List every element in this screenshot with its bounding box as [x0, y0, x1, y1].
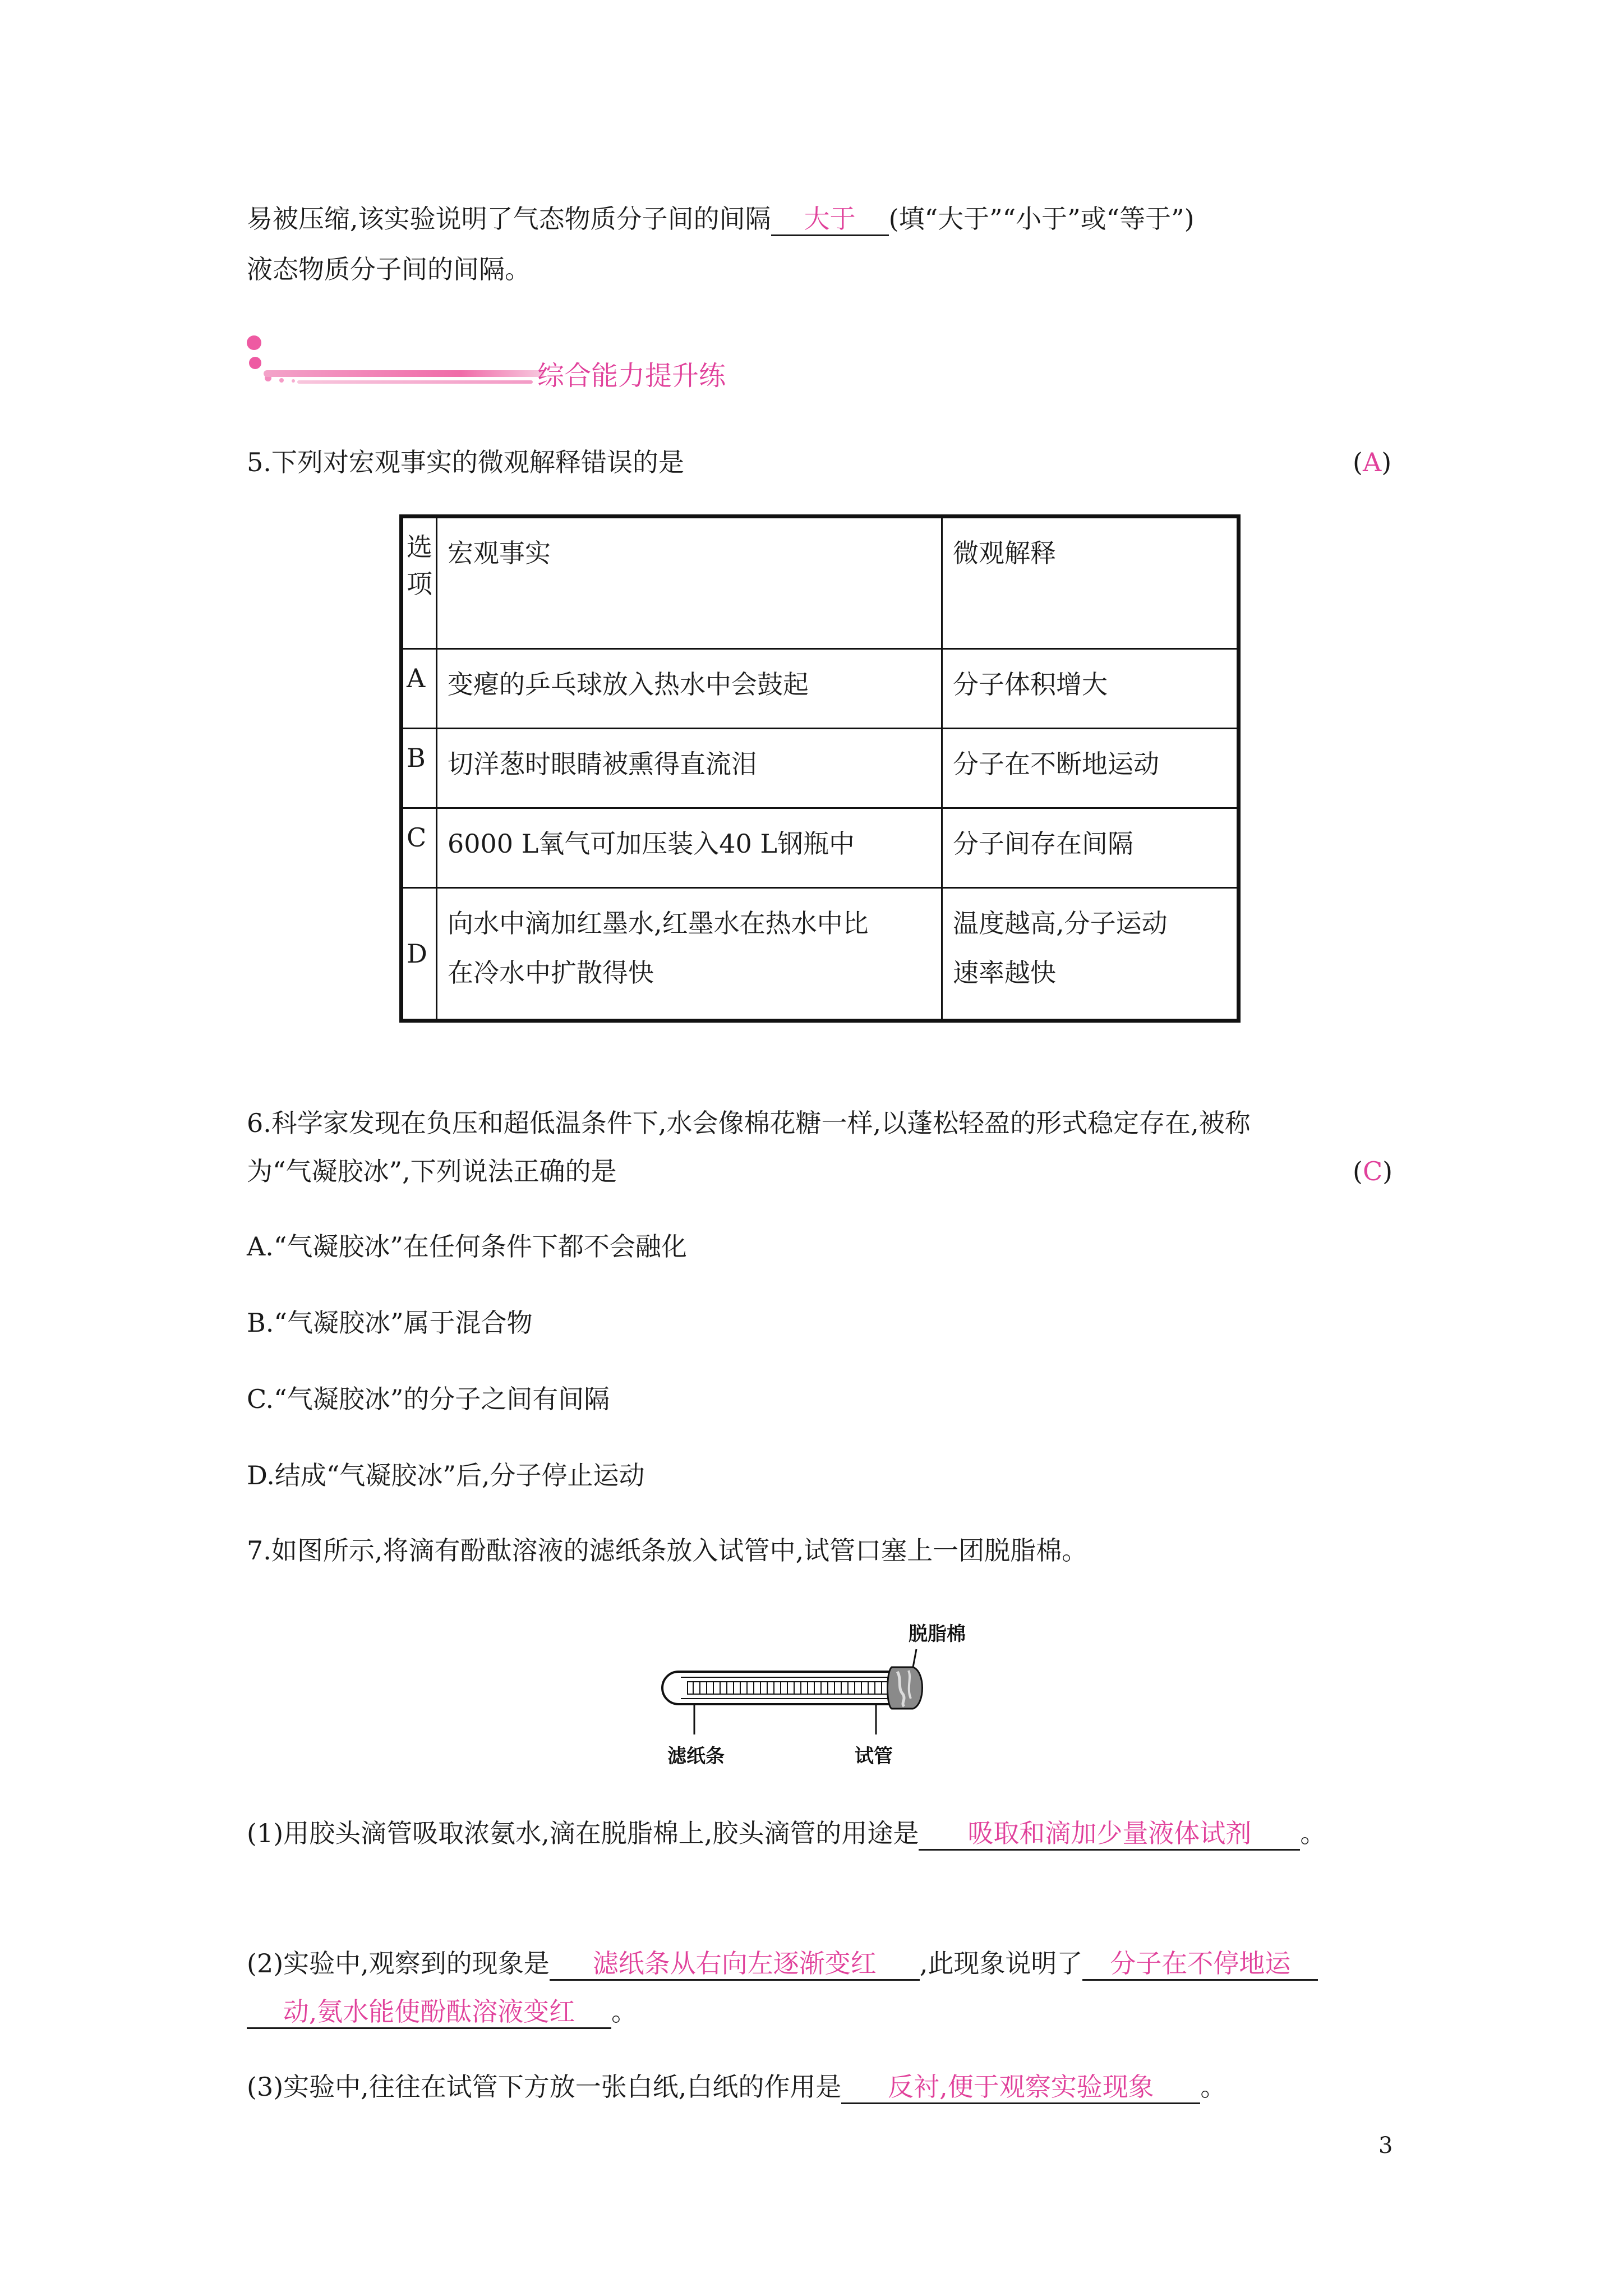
q7-sub2-answer-2a: 分子在不停地运: [1082, 1948, 1318, 1981]
decor-dot-icon: [279, 378, 284, 383]
q5-answer: A: [1362, 447, 1382, 477]
cotton-leader: [913, 1649, 916, 1667]
q5-table: [399, 514, 1241, 1023]
section-bar: [264, 370, 544, 377]
q6-stem-line-2: 为“气凝胶冰”,下列说法正确的是: [247, 1156, 617, 1186]
q7-stem: 7.如图所示,将滴有酚酞溶液的滤纸条放入试管中,试管口塞上一团脱脂棉。: [247, 1535, 1088, 1566]
label-filter-paper: 滤纸条: [667, 1745, 725, 1768]
row-macro: 向水中滴加红墨水,红墨水在热水中比 在冷水中扩散得快: [437, 888, 942, 1021]
q7-test-tube-figure: [645, 1616, 993, 1778]
header-macro: 宏观事实: [437, 517, 942, 649]
q6-option-a: A.“气凝胶冰”在任何条件下都不会融化: [247, 1231, 687, 1262]
row-option: A: [402, 649, 437, 729]
q6-answer: C: [1362, 1156, 1383, 1186]
q4-answer-blank: 大于: [771, 203, 889, 236]
row-micro: 温度越高,分子运动 速率越快: [942, 888, 1239, 1021]
header-micro: 微观解释: [942, 517, 1239, 649]
section-title: 综合能力提升练: [537, 360, 726, 392]
table-header-row: [402, 517, 1239, 649]
q5-stem: 5.下列对宏观事实的微观解释错误的是: [247, 447, 684, 477]
label-cotton: 脱脂棉: [909, 1623, 966, 1645]
q6-stem-line-1: 6.科学家发现在负压和超低温条件下,水会像棉花糖一样,以蓬松轻盈的形式稳定存在,被称: [247, 1108, 1251, 1138]
q7-sub2-line-1: (2)实验中,观察到的现象是 滤纸条从右向左逐渐变红 ,此现象说明了 分子在不停地运: [247, 1947, 1318, 1981]
row-option: C: [402, 808, 437, 888]
q4-line-2: 液态物质分子间的间隔。: [247, 254, 531, 284]
q6-answer-paren: (C): [1353, 1156, 1393, 1186]
table-row: [402, 649, 1239, 729]
q7-sub1-answer: 吸取和滴加少量液体试剂: [919, 1818, 1300, 1851]
label-test-tube: 试管: [855, 1745, 893, 1768]
q6-option-c: C.“气凝胶冰”的分子之间有间隔: [247, 1384, 610, 1414]
q4-instruction: (填“大于”“小于”或“等于”): [888, 204, 1195, 234]
cotton-plug: [888, 1667, 923, 1709]
page-number: 3: [1378, 2133, 1393, 2159]
q7-sub3: (3)实验中,往往在试管下方放一张白纸,白纸的作用是 反衬,便于观察实验现象 。: [247, 2070, 1226, 2104]
q7-sub3-answer: 反衬,便于观察实验现象: [841, 2071, 1200, 2104]
q7-sub1-text: (1)用胶头滴管吸取浓氨水,滴在脱脂棉上,胶头滴管的用途是: [247, 1818, 919, 1848]
table-row: [402, 808, 1239, 888]
row-option: B: [402, 729, 437, 808]
q7-sub2-answer-2b: 动,氨水能使酚酞溶液变红: [247, 1996, 611, 2029]
q7-sub3-text: (3)实验中,往往在试管下方放一张白纸,白纸的作用是: [247, 2072, 842, 2102]
row-micro: 分子在不断地运动: [942, 729, 1239, 808]
q6-option-b: B.“气凝胶冰”属于混合物: [247, 1308, 533, 1338]
decor-dot-icon: [292, 379, 295, 383]
row-option: D: [402, 888, 437, 1021]
section-bar-secondary: [297, 380, 533, 384]
row-macro: 6000 L氧气可加压装入40 L钢瓶中: [437, 808, 942, 888]
q7-sub1: (1)用胶头滴管吸取浓氨水,滴在脱脂棉上,胶头滴管的用途是 吸取和滴加少量液体试剂 。: [247, 1816, 1326, 1851]
row-macro: 切洋葱时眼睛被熏得直流泪: [437, 729, 942, 808]
q6-option-d: D.结成“气凝胶冰”后,分子停止运动: [247, 1460, 645, 1490]
row-macro: 变瘪的乒乓球放入热水中会鼓起: [437, 649, 942, 729]
table-row: [402, 729, 1239, 808]
filter-paper-strip: [688, 1682, 893, 1694]
test-tube-diagram: [645, 1616, 993, 1778]
q7-sub2-text: (2)实验中,观察到的现象是: [247, 1948, 550, 1978]
decor-dot-icon: [247, 335, 261, 350]
table-row: [402, 888, 1239, 1021]
row-micro: 分子间存在间隔: [942, 808, 1239, 888]
q7-sub2-line-2: 动,氨水能使酚酞溶液变红 。: [247, 1995, 637, 2029]
q4-line-1: [247, 202, 1195, 236]
decor-dot-icon: [249, 357, 261, 369]
header-option: 选项: [402, 517, 437, 649]
q7-sub2-answer-1: 滤纸条从右向左逐渐变红: [550, 1948, 920, 1981]
q5-answer-paren: (A): [1353, 447, 1392, 477]
row-micro: 分子体积增大: [942, 649, 1239, 729]
q4-text: 易被压缩,该实验说明了气态物质分子间的间隔: [247, 204, 771, 234]
